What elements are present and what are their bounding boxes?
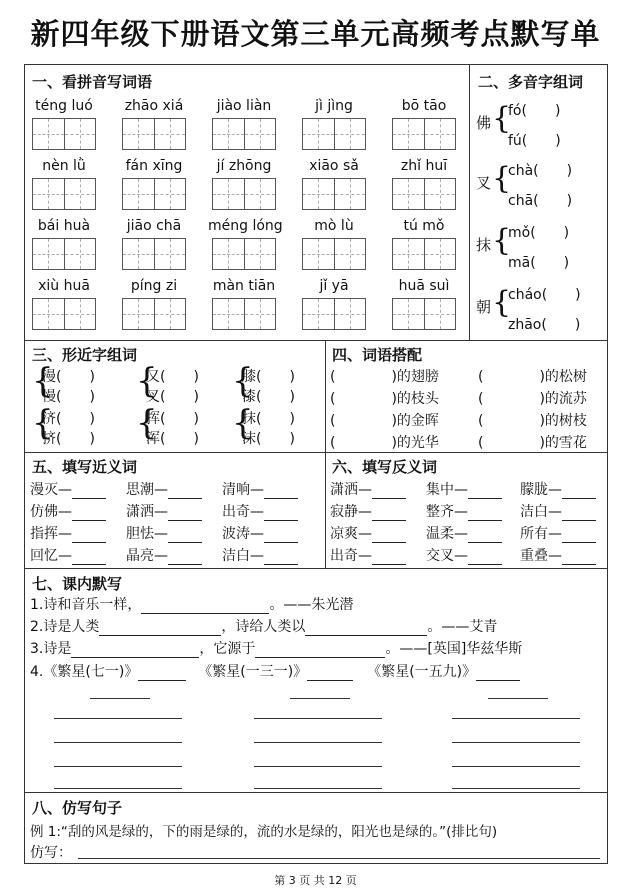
grid-cell[interactable] [64, 119, 95, 149]
grid-cell[interactable] [213, 239, 244, 269]
character-writing-grid[interactable] [392, 118, 456, 150]
pinyin-label: tú mǒ [403, 218, 445, 234]
answer-blank[interactable] [468, 551, 502, 565]
text: 2.诗是人类 [30, 619, 100, 635]
word: 洁白— [222, 548, 264, 564]
polyphone-reading: fó( ) [508, 103, 561, 119]
writing-line[interactable] [488, 698, 548, 699]
imitate-label: 仿写： [30, 845, 72, 861]
writing-line[interactable] [54, 742, 182, 743]
matching-item: ( )的翅膀 [330, 369, 439, 385]
answer-blank[interactable] [372, 551, 406, 565]
text: 1.诗和音乐一样， [30, 597, 142, 613]
character-writing-grid[interactable] [212, 118, 276, 150]
grid-cell[interactable] [424, 119, 455, 149]
brace-icon: { [32, 361, 54, 401]
brace-icon: { [492, 161, 512, 196]
matching-item: ( )的雪花 [478, 435, 587, 451]
text: 4.《繁星(七一)》 [30, 664, 139, 680]
text: 。——艾青 [427, 619, 498, 635]
word-blank-item [222, 479, 298, 499]
word-blank-item [126, 479, 202, 499]
grid-cell[interactable] [33, 119, 64, 149]
grid-cell[interactable] [393, 119, 424, 149]
word: 回忆— [30, 548, 72, 564]
brace-icon: { [232, 403, 254, 443]
similar-char-item: 漫( ) [42, 369, 95, 385]
grid-cell[interactable] [334, 239, 365, 269]
answer-blank[interactable] [562, 507, 596, 521]
brace-icon: { [136, 361, 158, 401]
polyphone-char: 朝 [476, 298, 492, 316]
character-writing-grid[interactable] [302, 178, 366, 210]
matching-item: ( )的流苏 [478, 391, 587, 407]
pinyin-label: téng luó [35, 98, 93, 114]
answer-blank[interactable] [562, 551, 596, 565]
answer-blank[interactable] [168, 485, 202, 499]
answer-blank[interactable] [562, 485, 596, 499]
pinyin-label: huā suì [398, 278, 450, 294]
writing-line[interactable] [54, 718, 182, 719]
pinyin-label: xiāo sǎ [309, 158, 359, 174]
brace-icon: { [136, 403, 158, 443]
pinyin-label: zhǐ huī [400, 158, 448, 174]
character-writing-grid[interactable] [32, 238, 96, 270]
word: 凉爽— [330, 526, 372, 542]
word: 潇洒— [126, 504, 168, 520]
answer-blank[interactable] [264, 507, 298, 521]
pinyin-label: nèn lǜ [42, 158, 86, 174]
word-blank-item [30, 523, 106, 543]
grid-cell[interactable] [123, 179, 154, 209]
character-writing-grid[interactable] [32, 118, 96, 150]
writing-line[interactable] [452, 718, 580, 719]
text: 3.诗是 [30, 641, 72, 657]
similar-char-item: 漆( ) [242, 389, 295, 405]
polyphone-char: 佛 [476, 114, 492, 132]
pinyin-label: xiù huā [38, 278, 90, 294]
polyphone-reading: chà( ) [508, 163, 573, 179]
matching-item: ( )的金晖 [330, 413, 439, 429]
character-writing-grid[interactable] [122, 298, 186, 330]
divider [24, 340, 608, 341]
dictation-line-1 [30, 594, 353, 614]
answer-blank[interactable] [168, 529, 202, 543]
grid-cell[interactable] [424, 299, 455, 329]
grid-cell[interactable] [154, 299, 185, 329]
word: 晶亮— [126, 548, 168, 564]
polyphone-reading: mǒ( ) [508, 225, 570, 241]
divider [24, 792, 608, 793]
word-blank-item [222, 501, 298, 521]
grid-cell[interactable] [154, 119, 185, 149]
answer-blank[interactable] [468, 485, 502, 499]
word-blank-item [222, 545, 298, 565]
grid-cell[interactable] [334, 179, 365, 209]
writing-line[interactable] [54, 766, 182, 767]
answer-blank[interactable] [372, 529, 406, 543]
word-blank-item [126, 523, 202, 543]
answer-blank[interactable] [468, 507, 502, 521]
grid-cell[interactable] [64, 299, 95, 329]
pinyin-label: jiào liàn [216, 98, 272, 114]
section-4-title: 四、词语搭配 [332, 346, 423, 364]
character-writing-grid[interactable] [212, 178, 276, 210]
polyphone-reading: chā( ) [508, 193, 573, 209]
grid-cell[interactable] [64, 239, 95, 269]
polyphone-char: 抹 [476, 236, 492, 254]
answer-blank[interactable] [138, 667, 186, 681]
answer-blank[interactable] [264, 551, 298, 565]
word: 思潮— [126, 482, 168, 498]
answer-blank[interactable] [264, 485, 298, 499]
writing-line[interactable] [254, 766, 382, 767]
word-blank-item [222, 523, 298, 543]
answer-blank[interactable] [72, 529, 106, 543]
section-2-title: 二、多音字组词 [478, 73, 584, 91]
answer-blank[interactable] [168, 551, 202, 565]
word-blank-item [426, 479, 502, 499]
grid-cell[interactable] [213, 179, 244, 209]
word-blank-item [330, 479, 406, 499]
writing-line[interactable] [254, 788, 382, 789]
answer-blank[interactable] [72, 485, 106, 499]
word: 整齐— [426, 504, 468, 520]
similar-char-item: 抹( ) [242, 411, 295, 427]
polyphone-reading: fú( ) [508, 133, 561, 149]
dictation-line-3 [30, 638, 522, 658]
grid-cell[interactable] [33, 179, 64, 209]
word: 洁白— [520, 504, 562, 520]
word-blank-item [330, 523, 406, 543]
answer-blank[interactable] [141, 600, 269, 614]
matching-item: ( )的光华 [330, 435, 439, 451]
section-7-title: 七、课内默写 [32, 575, 123, 593]
word: 重叠— [520, 548, 562, 564]
matching-item: ( )的松树 [478, 369, 587, 385]
section-8-title: 八、仿写句子 [32, 799, 123, 817]
pinyin-label: méng lóng [208, 218, 283, 234]
word-blank-item [520, 545, 596, 565]
similar-char-item: 挤( ) [42, 431, 95, 447]
word: 朦胧— [520, 482, 562, 498]
polyphone-reading: mā( ) [508, 255, 570, 271]
grid-cell[interactable] [244, 119, 275, 149]
grid-cell[interactable] [334, 299, 365, 329]
pinyin-label: jǐ yā [319, 278, 349, 294]
text: 《繁星(一五九)》 [367, 664, 477, 680]
word: 指挥— [30, 526, 72, 542]
writing-line[interactable] [452, 766, 580, 767]
word-blank-item [520, 523, 596, 543]
character-writing-grid[interactable] [212, 298, 276, 330]
character-writing-grid[interactable] [302, 118, 366, 150]
answer-blank[interactable] [307, 667, 353, 681]
grid-cell[interactable] [303, 239, 334, 269]
page-title: 新四年级下册语文第三单元高频考点默写单 [30, 17, 601, 51]
character-writing-grid[interactable] [122, 178, 186, 210]
section-6-title: 六、填写反义词 [332, 458, 438, 476]
polyphone-reading: zhāo( ) [508, 317, 581, 333]
character-writing-grid[interactable] [32, 178, 96, 210]
pinyin-label: bō tāo [401, 98, 447, 114]
answer-blank[interactable] [99, 622, 221, 636]
grid-cell[interactable] [393, 239, 424, 269]
answer-blank[interactable] [476, 667, 520, 681]
brace-icon: { [492, 101, 512, 136]
divider [325, 340, 326, 568]
word: 潇洒— [330, 482, 372, 498]
brace-icon: { [492, 223, 512, 258]
pinyin-label: zhāo xiá [124, 98, 184, 114]
writing-line[interactable] [254, 742, 382, 743]
grid-cell[interactable] [393, 299, 424, 329]
grid-cell[interactable] [244, 239, 275, 269]
grid-cell[interactable] [303, 119, 334, 149]
divider [24, 568, 608, 569]
character-writing-grid[interactable] [32, 298, 96, 330]
answer-blank[interactable] [72, 551, 106, 565]
text: 《繁星(一三一)》 [198, 664, 308, 680]
word-blank-item [30, 545, 106, 565]
word-blank-item [330, 501, 406, 521]
answer-blank[interactable] [168, 507, 202, 521]
grid-cell[interactable] [303, 179, 334, 209]
word-blank-item [520, 479, 596, 499]
word: 温柔— [426, 526, 468, 542]
grid-cell[interactable] [33, 299, 64, 329]
word-blank-item [126, 545, 202, 565]
answer-blank[interactable] [305, 622, 427, 636]
character-writing-grid[interactable] [392, 298, 456, 330]
character-writing-grid[interactable] [122, 118, 186, 150]
word: 寂静— [330, 504, 372, 520]
dictation-line-4 [30, 661, 520, 681]
matching-item: ( )的树枝 [478, 413, 587, 429]
brace-icon: { [32, 403, 54, 443]
character-writing-grid[interactable] [212, 238, 276, 270]
matching-item: ( )的枝头 [330, 391, 439, 407]
grid-cell[interactable] [424, 239, 455, 269]
grid-cell[interactable] [123, 299, 154, 329]
grid-cell[interactable] [33, 239, 64, 269]
writing-line[interactable] [290, 698, 350, 699]
grid-cell[interactable] [213, 119, 244, 149]
writing-line[interactable] [54, 788, 182, 789]
character-writing-grid[interactable] [392, 238, 456, 270]
word: 波涛— [222, 526, 264, 542]
similar-char-item: 挥( ) [146, 411, 199, 427]
grid-cell[interactable] [154, 179, 185, 209]
similar-char-item: 慢( ) [42, 389, 95, 405]
grid-cell[interactable] [244, 299, 275, 329]
similar-char-item: 膝( ) [242, 369, 295, 385]
section-5-title: 五、填写近义词 [32, 458, 138, 476]
answer-blank[interactable] [372, 507, 406, 521]
polyphone-char: 叉 [476, 174, 492, 192]
polyphone-reading: cháo( ) [508, 287, 581, 303]
word: 交叉— [426, 548, 468, 564]
pinyin-label: jiāo chā [126, 218, 182, 234]
text: 。——[英国]华兹华斯 [385, 641, 523, 657]
page-footer: 第 3 页 共 12 页 [274, 874, 357, 887]
grid-cell[interactable] [154, 239, 185, 269]
similar-char-item: 叉( ) [146, 389, 199, 405]
section-1-title: 一、看拼音写词语 [32, 73, 153, 91]
writing-line[interactable] [452, 742, 580, 743]
answer-blank[interactable] [71, 644, 199, 658]
character-writing-grid[interactable] [302, 238, 366, 270]
grid-cell[interactable] [213, 299, 244, 329]
word-blank-item [426, 501, 502, 521]
pinyin-label: jí zhōng [216, 158, 272, 174]
pinyin-label: fán xīng [125, 158, 183, 174]
word-blank-item [126, 501, 202, 521]
text: ，它源于 [199, 641, 256, 657]
word: 清响— [222, 482, 264, 498]
writing-line[interactable] [254, 718, 382, 719]
grid-cell[interactable] [334, 119, 365, 149]
answer-blank[interactable] [72, 507, 106, 521]
divider [24, 452, 608, 453]
pinyin-label: píng zi [130, 278, 178, 294]
brace-icon: { [232, 361, 254, 401]
word: 集中— [426, 482, 468, 498]
grid-cell[interactable] [64, 179, 95, 209]
writing-line[interactable] [452, 788, 580, 789]
grid-cell[interactable] [303, 299, 334, 329]
word: 出奇— [330, 548, 372, 564]
grid-cell[interactable] [123, 239, 154, 269]
character-writing-grid[interactable] [122, 238, 186, 270]
grid-cell[interactable] [424, 179, 455, 209]
divider [469, 64, 470, 340]
word-blank-item [30, 501, 106, 521]
grid-cell[interactable] [393, 179, 424, 209]
word-blank-item [30, 479, 106, 499]
character-writing-grid[interactable] [302, 298, 366, 330]
word-blank-item [426, 545, 502, 565]
character-writing-grid[interactable] [392, 178, 456, 210]
word-blank-item [520, 501, 596, 521]
pinyin-label: jì jìng [315, 98, 353, 114]
example-sentence: 例 1:“刮的风是绿的，下的雨是绿的，流的水是绿的，阳光也是绿的。”(排比句) [30, 824, 498, 840]
pinyin-label: mò lù [314, 218, 354, 234]
answer-blank[interactable] [255, 644, 385, 658]
section-3-title: 三、形近字组词 [32, 346, 138, 364]
dictation-line-2 [30, 616, 497, 636]
pinyin-label: màn tiān [212, 278, 276, 294]
similar-char-item: 浑( ) [146, 431, 199, 447]
grid-cell[interactable] [244, 179, 275, 209]
text: 。——朱光潜 [269, 597, 354, 613]
answer-blank[interactable] [264, 529, 298, 543]
grid-cell[interactable] [123, 119, 154, 149]
writing-line[interactable] [90, 698, 150, 699]
imitate-answer-line[interactable] [78, 858, 600, 859]
answer-blank[interactable] [468, 529, 502, 543]
answer-blank[interactable] [562, 529, 596, 543]
word: 漫灭— [30, 482, 72, 498]
word-blank-item [330, 545, 406, 565]
brace-icon: { [492, 285, 512, 320]
word: 胆怯— [126, 526, 168, 542]
pinyin-label: bái huà [37, 218, 91, 234]
word: 所有— [520, 526, 562, 542]
word: 仿佛— [30, 504, 72, 520]
word-blank-item [426, 523, 502, 543]
word: 出奇— [222, 504, 264, 520]
similar-char-item: 又( ) [146, 369, 199, 385]
similar-char-item: 济( ) [42, 411, 95, 427]
answer-blank[interactable] [372, 485, 406, 499]
text: ，诗给人类以 [221, 619, 306, 635]
similar-char-item: 沫( ) [242, 431, 295, 447]
